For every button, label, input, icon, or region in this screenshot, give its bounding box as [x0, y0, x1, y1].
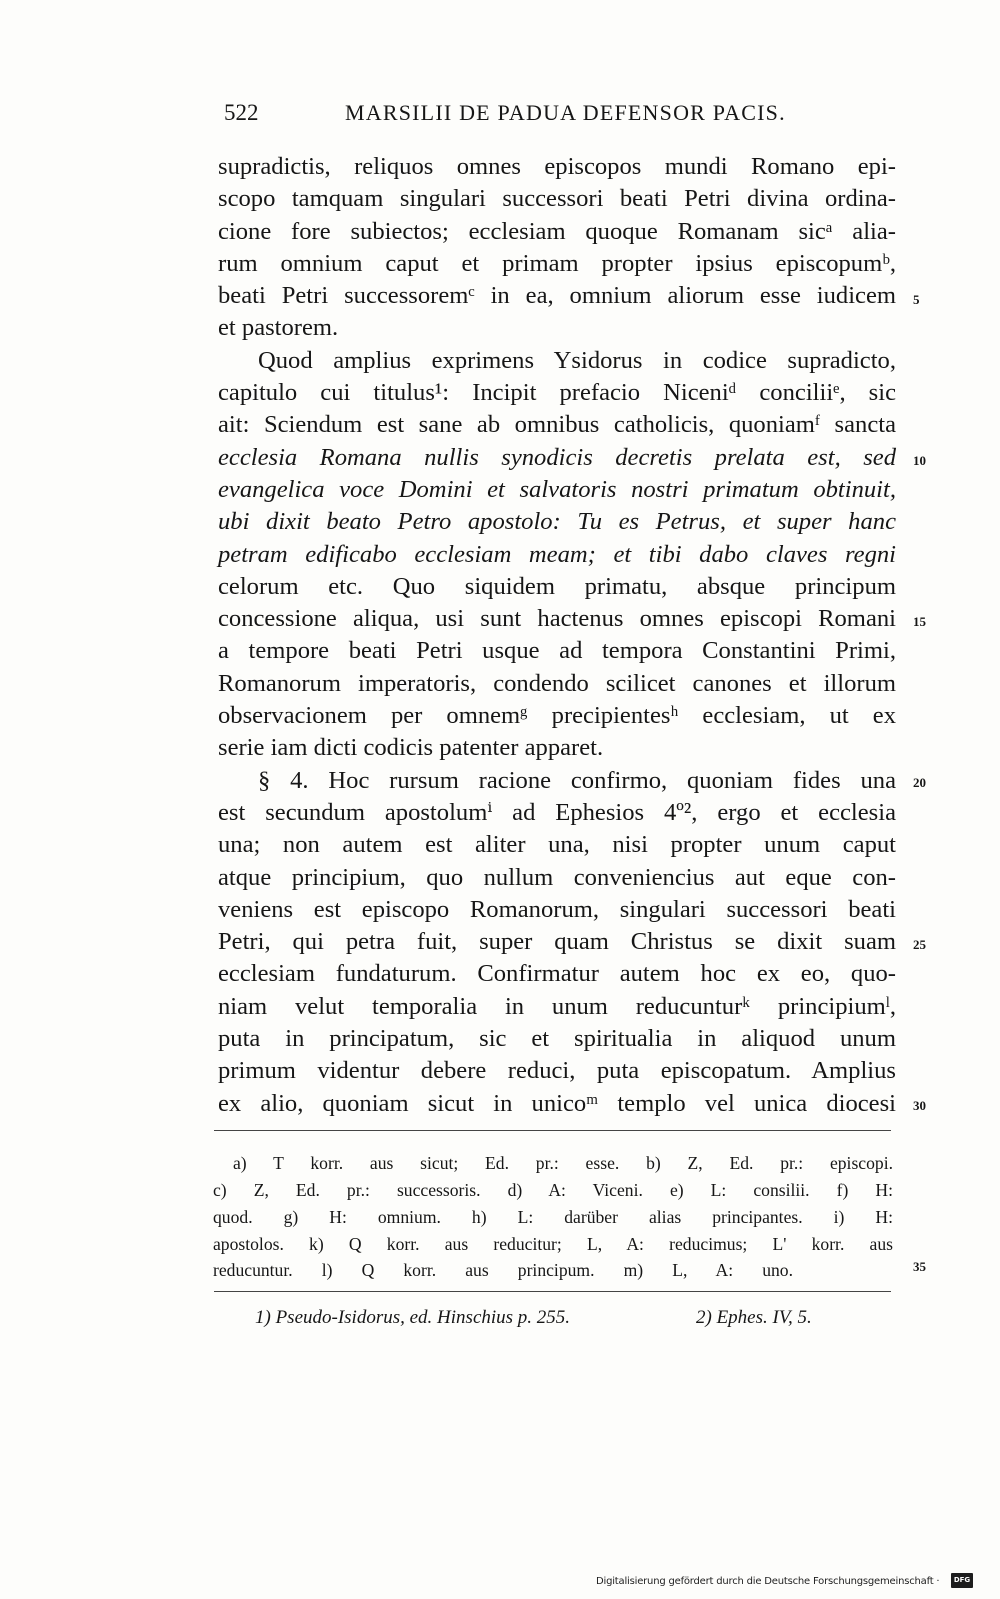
text-line: supradictis, reliquos omnes episcopos mundi Romano epi-	[218, 153, 896, 180]
line-number: 30	[913, 1098, 926, 1113]
line-number: 20	[913, 775, 926, 790]
text-line: serie iam dicti codicis patenter apparet.	[218, 734, 604, 762]
text-line: beati Petri successoremᶜ in ea, omnium aliorum esse iudicem	[218, 282, 896, 310]
text-line: celorum etc. Quo siquidem primatu, absque principum	[218, 572, 896, 600]
text-line: ex alio, quoniam sicut in unicoᵐ templo vel unica diocesi	[218, 1089, 896, 1117]
running-title: MARSILII DE PADUA DEFENSOR PACIS.	[345, 100, 786, 125]
footnote-rule	[214, 1130, 891, 1131]
variant-note-line: c) Z, Ed. pr.: successoris. d) A: Viceni. e) L: consilii. f) H:	[213, 1180, 893, 1200]
text-line: puta in principatum, sic et spiritualia in aliquod unum	[218, 1025, 896, 1053]
variant-note-line: a) T korr. aus sicut; Ed. pr.: esse. b) Z, Ed. pr.: episcopi.	[233, 1153, 893, 1173]
text-line: niam velut temporalia in unum reducunturᵏ principiumˡ,	[218, 992, 896, 1020]
text-line: Romanorum imperatoris, condendo scilicet canones et illorum	[218, 669, 896, 697]
dfg-logo-icon: DFG	[951, 1573, 973, 1588]
text-line: § 4. Hoc rursum racione confirmo, quoniam fides una	[258, 766, 896, 794]
text-line: primum videntur debere reduci, puta episcopatum. Amplius	[218, 1057, 896, 1085]
source-note: 1) Pseudo-Isidorus, ed. Hinschius p. 255.	[255, 1307, 571, 1328]
variant-note-line: apostolos. k) Q korr. aus reducitur; L, A: reducimus; L' korr. aus	[213, 1234, 893, 1254]
digitization-credit: Digitalisierung gefördert durch die Deutsche Forschungsgemeinschaft ·	[596, 1576, 940, 1587]
source-note: 2) Ephes. IV, 5.	[696, 1307, 812, 1328]
source-rule	[214, 1291, 891, 1292]
text-line: petram edificabo ecclesiam meam; et tibi dabo claves regni	[218, 540, 896, 568]
line-number: 15	[913, 614, 926, 629]
text-line: ecclesia Romana nullis synodicis decretis prelata est, sed	[218, 443, 896, 471]
text-line: veniens est episcopo Romanorum, singulari successori beati	[218, 895, 896, 923]
line-number: 5	[913, 292, 920, 307]
text-line: scopo tamquam singulari successori beati Petri divina ordina-	[218, 185, 896, 213]
line-number: 10	[913, 453, 926, 468]
text-line: Quod amplius exprimens Ysidorus in codice supradicto,	[258, 346, 896, 374]
text-line: atque principium, quo nullum conveniencius aut eque con-	[218, 863, 896, 891]
text-line: evangelica voce Domini et salvatoris nostri primatum obtinuit,	[218, 475, 896, 503]
text-line: observacionem per omnemᵍ precipientesʰ ecclesiam, ut ex	[218, 702, 896, 730]
variant-note-line: quod. g) H: omnium. h) L: darüber alias principantes. i) H:	[213, 1207, 893, 1227]
main-text	[218, 151, 896, 1120]
text-line: a tempore beati Petri usque ad tempora Constantini Primi,	[218, 637, 896, 665]
text-line: ait: Sciendum est sane ab omnibus catholicis, quoniamᶠ sancta	[218, 411, 896, 439]
text-line: est secundum apostolumⁱ ad Ephesios 4º², ergo et ecclesia	[218, 798, 896, 826]
line-number: 35	[913, 1259, 926, 1274]
text-line: cione fore subiectos; ecclesiam quoque Romanam sicᵃ alia-	[218, 217, 896, 245]
variant-note-line: reducuntur. l) Q korr. aus principum. m) L, A: uno.	[213, 1260, 793, 1280]
text-line: una; non autem est aliter una, nisi propter unum caput	[218, 831, 896, 859]
text-line: ubi dixit beato Petro apostolo: Tu es Petrus, et super hanc	[218, 508, 896, 536]
text-line: ecclesiam fundaturum. Confirmatur autem hoc ex eo, quo-	[218, 960, 896, 988]
line-number: 25	[913, 937, 926, 952]
text-line: capitulo cui titulus¹: Incipit prefacio Niceniᵈ conciliiᵉ, sic	[218, 379, 896, 407]
text-line: Petri, qui petra fuit, super quam Christus se dixit suam	[218, 928, 896, 956]
text-line: et pastorem.	[218, 314, 339, 342]
text-line: concessione aliqua, usi sunt hactenus omnes episcopi Romani	[218, 605, 896, 633]
page-number: 522	[224, 100, 259, 125]
text-line: rum omnium caput et primam propter ipsius episcopumᵇ,	[218, 249, 896, 277]
